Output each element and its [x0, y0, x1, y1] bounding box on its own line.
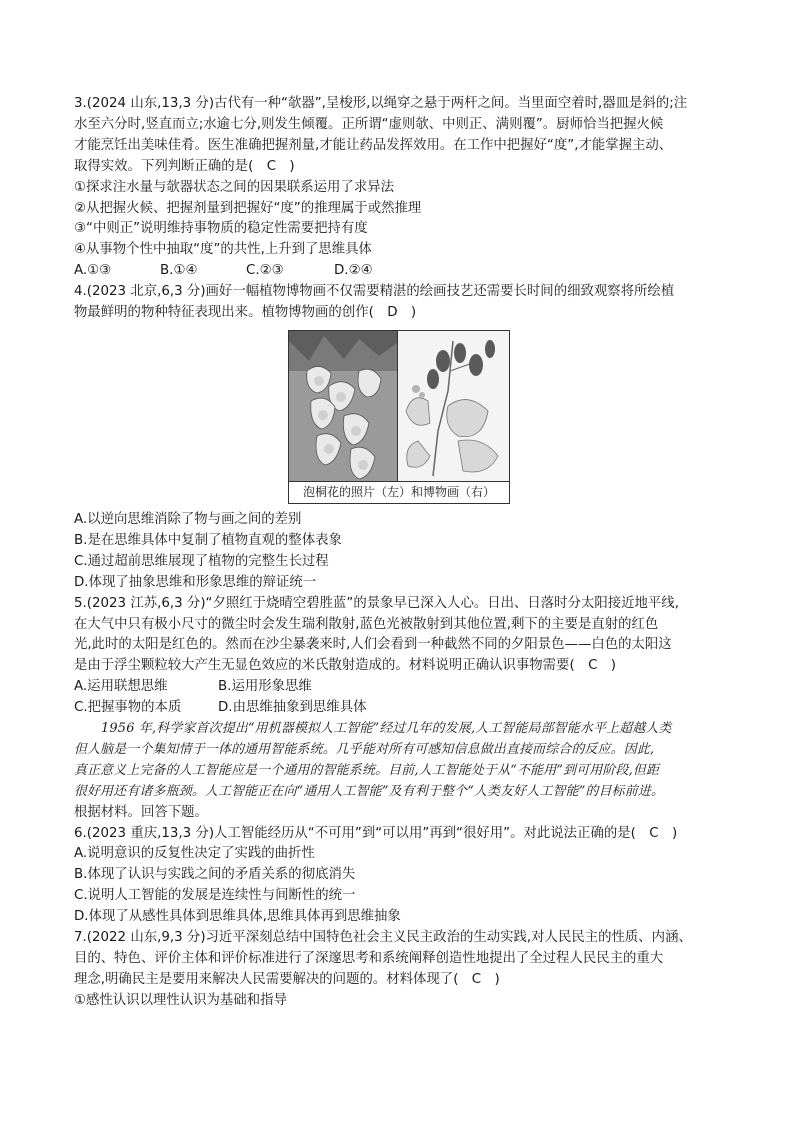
figure: [288, 330, 510, 504]
option-d: D.②④: [334, 263, 373, 279]
question-6: [74, 824, 734, 929]
question-5-options: [74, 698, 734, 719]
question-7-statement: ①感性认识以理性认识为基础和指导: [74, 992, 287, 1008]
question-7-line: 7.(2022 山东,9,3 分)习近平深刻总结中国特色社会主义民主政治的生动实践,对人民民主的性质、内涵、: [74, 930, 692, 946]
question-5-line: 5.(2023 江苏,6,3 分)“夕照红于烧晴空碧胜蓝”的景象早已深入人心。日出、日落时分太阳接近地平线,: [74, 595, 679, 611]
figure-caption: 泡桐花的照片（左）和博物画（右）: [302, 484, 495, 499]
question-4-line: 4.(2023 北京,6,3 分)画好一幅植物博物画不仅需要精湛的绘画技艺还需要长时间的细致观察将所绘植: [74, 284, 675, 300]
question-7: [74, 928, 734, 1012]
question-7-line: 理念,明确民主是要用来解决人民需要解决的问题的。材料体现了( C ): [74, 971, 500, 987]
question-3-statement: ③“中则正”说明维持事物质的稳定性需要把持有度: [74, 221, 368, 237]
material-line: 1956 年,科学家首次提出“用机器模拟人工智能”经过几年的发展,人工智能局部智能水平上超越人类: [101, 721, 672, 737]
question-3-line: 水至六分时,竖直而立;水逾七分,则发生倾覆。正所谓“虚则欹、中则正、满则覆”。厨师恰当把握火候: [74, 116, 664, 132]
material-passage: [74, 719, 734, 824]
question-5-line: 光,此时的太阳是红色的。然而在沙尘暴袭来时,人们会看到一种截然不同的夕阳景色——白色的太阳这: [74, 637, 672, 653]
question-5-options: [74, 677, 734, 698]
material-prompt: 根据材料。回答下题。: [74, 804, 208, 820]
option-a: A.以逆向思维消除了物与画之间的差别: [74, 511, 302, 527]
option-c: C.把握事物的本质: [74, 700, 182, 716]
option-b: B.①④: [160, 263, 198, 279]
question-3-statement: ①探求注水量与欹器状态之间的因果联系运用了求异法: [74, 179, 394, 195]
option-c: C.②③: [246, 263, 284, 279]
question-3-line: 才能烹饪出美味佳肴。医生准确把握剂量,才能让药品发挥效用。在工作中把握好“度”,才能掌握主动、: [74, 137, 673, 153]
material-line: 真正意义上完备的人工智能应是一个通用的智能系统。目前,人工智能处于从“不能用”到可用阶段,但距: [74, 762, 660, 778]
option-b: B.体现了认识与实践之间的矛盾关系的彻底消失: [74, 867, 356, 883]
option-c: C.说明人工智能的发展是连续性与间断性的统一: [74, 888, 356, 904]
paulownia-photo: [289, 331, 398, 481]
question-3-options: [74, 261, 734, 282]
option-b: B.运用形象思维: [218, 679, 312, 695]
question-6-line: 6.(2023 重庆,13,3 分)人工智能经历从“不可用”到“可以用”再到“很好用”。对此说法正确的是( C ): [74, 825, 678, 841]
question-4: [74, 282, 734, 593]
option-d: D.体现了从感性具体到思维具体,思维具体再到思维抽象: [74, 909, 401, 925]
option-d: D.由思维抽象到思维具体: [218, 700, 367, 716]
botanical-drawing: [398, 331, 509, 481]
question-3-line: 3.(2024 山东,13,3 分)古代有一种“欹器”,呈梭形,以绳穿之悬于两杆之间。当里面空着时,器皿是斜的;注: [74, 96, 688, 111]
question-5-line: 在大气中只有极小尺寸的微尘时会发生瑞利散射,蓝色光被散射到其他位置,剩下的主要是直射的红色: [74, 616, 659, 632]
question-4-line: 物最鲜明的物种特征表现出来。植物博物画的创作( D ): [74, 305, 417, 321]
document-page: [74, 94, 734, 1012]
question-5-line: 是由于浮尘颗粒较大产生无显色效应的米氏散射造成的。材料说明正确认识事物需要( C ): [74, 658, 617, 674]
question-7-line: 目的、特色、评价主体和评价标准进行了深邃思考和系统阐释创造性地提出了全过程人民民主的重大: [74, 951, 664, 966]
option-d: D.体现了抽象思维和形象思维的辩证统一: [74, 574, 317, 590]
question-3-statement: ④从事物个性中抽取“度”的共性,上升到了思维具体: [74, 242, 372, 258]
option-a: A.说明意识的反复性决定了实践的曲折性: [74, 846, 315, 862]
option-b: B.是在思维具体中复制了植物直观的整体表象: [74, 532, 342, 548]
question-3-statement: ②从把握火候、把握剂量到把握好“度”的推理属于或然推理: [74, 200, 422, 216]
question-3: [74, 94, 734, 282]
option-a: A.①③: [74, 263, 112, 279]
question-3-line: 取得实效。下列判断正确的是( C ): [74, 158, 295, 174]
question-5: [74, 594, 734, 719]
option-c: C.通过超前思维展现了植物的完整生长过程: [74, 553, 329, 569]
material-line: 但人脑是一个集知情于一体的通用智能系统。几乎能对所有可感知信息做出直接而综合的反应。因此,: [74, 741, 655, 757]
material-line: 很好用还有诸多瓶颈。人工智能正在向“通用人工智能”及有利于整个“人类友好人工智能”的目标前进。: [74, 783, 665, 799]
option-a: A.运用联想思维: [74, 679, 168, 695]
